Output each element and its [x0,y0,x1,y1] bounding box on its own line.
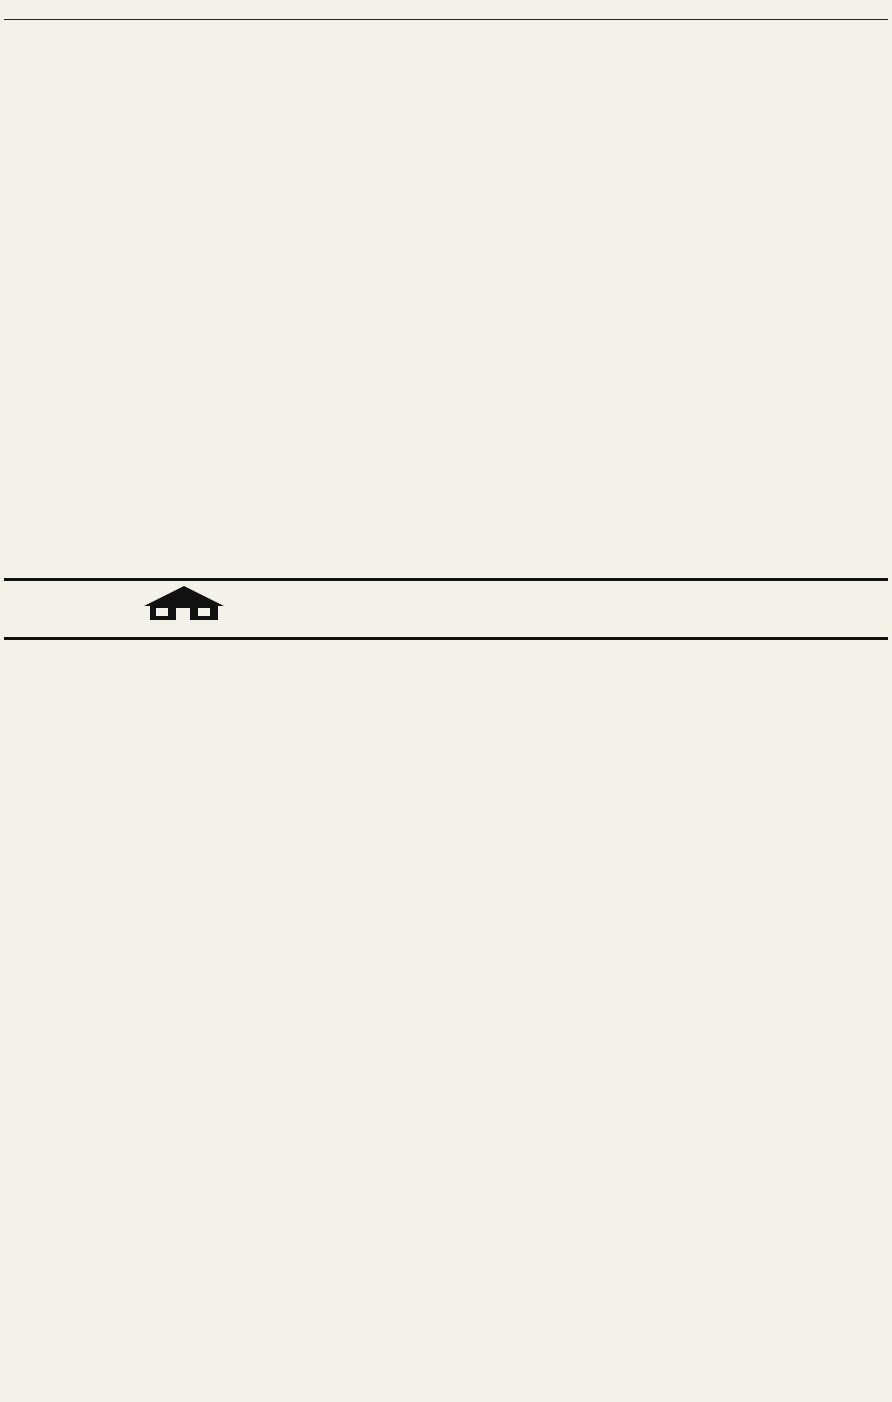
service-guide-section [4,636,888,1398]
house-icon [134,584,234,622]
help-wanted-section [4,22,888,576]
guide-deadlines [124,621,884,630]
page-folio [4,3,888,20]
home-service-guide-banner [4,578,888,640]
